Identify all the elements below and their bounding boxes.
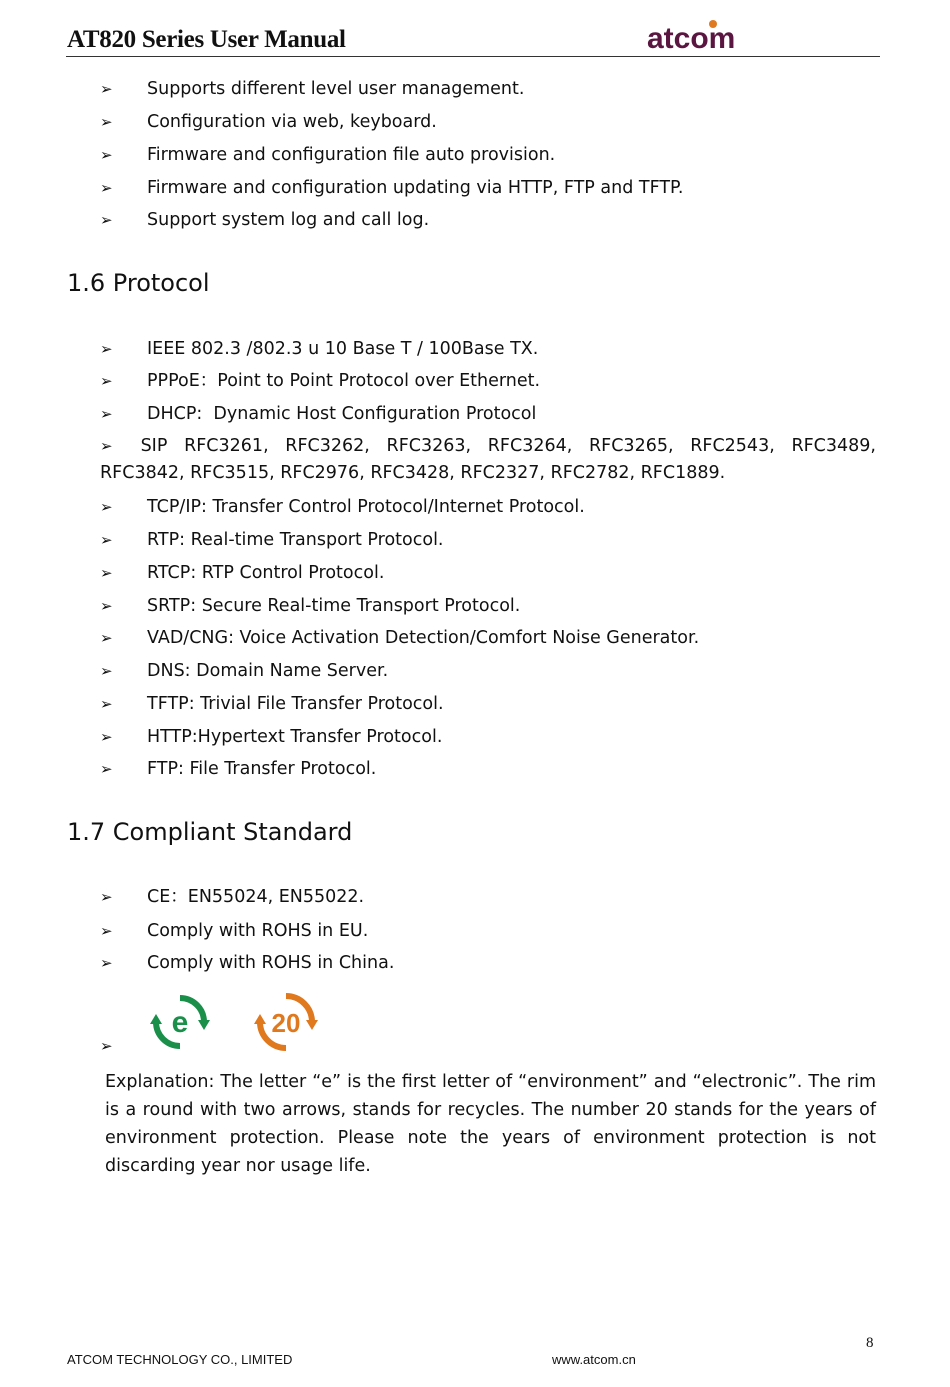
- bullet-icon: ➢: [100, 113, 113, 131]
- section-heading-standard: 1.7 Compliant Standard: [67, 818, 353, 846]
- bullet-icon: ➢: [100, 728, 113, 746]
- footer-website: www.atcom.cn: [552, 1352, 636, 1367]
- bullet-icon: ➢: [100, 662, 113, 680]
- bullet-icon: ➢: [100, 340, 113, 358]
- bullet-icon: ➢: [100, 954, 113, 972]
- footer-company: ATCOM TECHNOLOGY CO., LIMITED: [67, 1352, 293, 1367]
- explanation-paragraph: Explanation: The letter “e” is the first letter of “environment” and “electronic”. The rim is a round with two arrows, stands for recycles. The number 20 stands for the years of environment protection. Please note the years of environment protection is not discarding year nor usage life.: [105, 1072, 876, 1176]
- bullet-icon: ➢: [100, 1037, 113, 1055]
- bullet-icon: ➢: [100, 437, 113, 455]
- document-title: AT820 Series User Manual: [67, 26, 346, 53]
- bullet-icon: ➢: [100, 211, 113, 229]
- bullet-icon: ➢: [100, 629, 113, 647]
- bullet-icon: ➢: [100, 597, 113, 615]
- bullet-icon: ➢: [100, 372, 113, 390]
- section-heading-protocol: 1.6 Protocol: [67, 269, 210, 297]
- logo-e-letter: e: [171, 1006, 189, 1039]
- bullet-icon: ➢: [100, 760, 113, 778]
- header-rule: [66, 56, 880, 57]
- bullet-icon: ➢: [100, 564, 113, 582]
- bullet-icon: ➢: [100, 498, 113, 516]
- bullet-icon: ➢: [100, 888, 113, 906]
- logo-20-number: 20: [271, 1008, 301, 1038]
- bullet-icon: ➢: [100, 531, 113, 549]
- bullet-icon: ➢: [100, 405, 113, 423]
- bullet-icon: ➢: [100, 695, 113, 713]
- logo-text: atcom: [647, 22, 736, 52]
- atcom-logo: [645, 18, 785, 52]
- bullet-icon: ➢: [100, 146, 113, 164]
- bullet-icon: ➢: [100, 922, 113, 940]
- bullet-icon: ➢: [100, 80, 113, 98]
- page-number: 8: [866, 1335, 874, 1351]
- list-item: ➢ SIP RFC3261, RFC3262, RFC3263, RFC3264, RFC3265, RFC2543, RFC3489, RFC3842, RFC3515, RFC2976, RFC3428, RFC2327, RFC2782, RFC1889.: [100, 436, 876, 483]
- rohs-e-logo-icon: [146, 994, 214, 1050]
- rohs-20-logo-icon: [250, 992, 322, 1052]
- bullet-icon: ➢: [100, 179, 113, 197]
